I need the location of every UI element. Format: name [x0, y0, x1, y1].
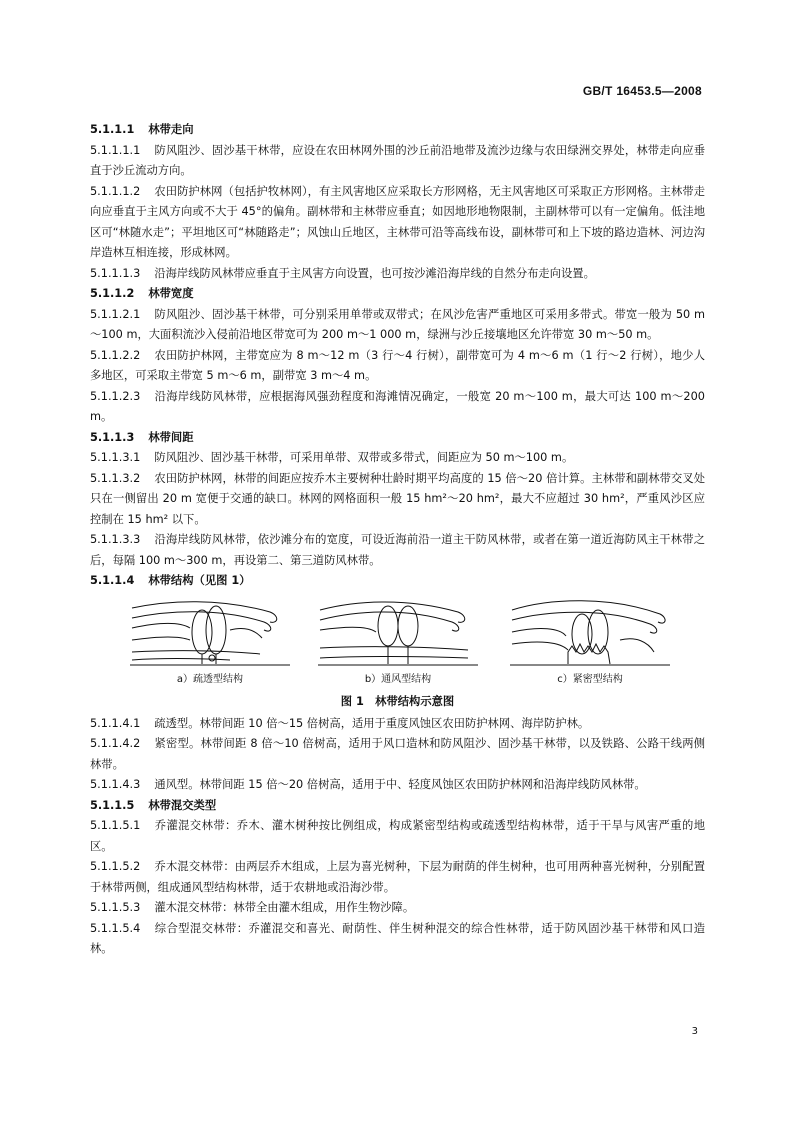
- clause-text: 沿海岸线防风林带应垂直于主风害方向设置，也可按沙滩沿海岸线的自然分布走向设置。: [154, 266, 595, 280]
- clause-paragraph: [90, 264, 705, 285]
- clause-number: 5.1.1.5.4: [90, 921, 141, 935]
- clause-number: 5.1.1.3: [90, 430, 135, 444]
- clause-number: 5.1.1.5.3: [90, 901, 141, 914]
- clause-paragraph: [90, 816, 705, 857]
- clause-number: 5.1.1.5: [90, 798, 135, 812]
- clause-text: 通风型。林带间距 15 倍～20 倍树高，适用于中、轻度风蚀区农田防护林网和沿海岸线防风林带。: [154, 778, 646, 791]
- clause-paragraph: [90, 469, 705, 531]
- section-heading: [90, 571, 705, 592]
- clause-text: 沿海岸线防风林带，依沙滩分布的宽度，可设近海前沿一道主干防风林带，或者在第一道近海防风主干林带之后，每隔 100 m～300 m，再设第二、第三道防风林带。: [90, 533, 705, 567]
- clause-number: 5.1.1.4.2: [90, 737, 141, 750]
- figure-panel-ventilated: [318, 596, 478, 688]
- figure-panel-label: b）通风型结构: [364, 673, 432, 685]
- clause-number: 5.1.1.1.2: [90, 184, 141, 198]
- clause-paragraph: [90, 714, 705, 735]
- clause-number: 5.1.1.2.2: [90, 348, 141, 362]
- clause-text: 紧密型。林带间距 8 倍～10 倍树高，适用于风口造林和防风阻沙、固沙基干林带，以及铁路、公路干线两侧林带。: [90, 737, 705, 771]
- section-heading: [90, 284, 705, 305]
- clause-text: 疏透型。林带间距 10 倍～15 倍树高，适用于重度风蚀区农田防护林网、海岸防护林。: [154, 716, 590, 730]
- clause-paragraph: [90, 919, 705, 960]
- section-heading: [90, 796, 705, 817]
- clause-text: 防风阻沙、固沙基干林带，可分别采用单带或双带式；在风沙危害严重地区可采用多带式。带宽一般为 50 m～100 m，大面积流沙入侵前沿地区带宽可为 200 m～1 000 m，绿洲与沙丘接壤地区允许带宽 30 m～50 m。: [90, 307, 705, 341]
- section-heading: [90, 120, 705, 141]
- clause-paragraph: [90, 775, 705, 796]
- section-block-top: [90, 120, 705, 592]
- figure-panel-label: c）紧密型结构: [557, 673, 623, 685]
- clause-paragraph: [90, 448, 705, 469]
- figure-panel-sparse: [130, 596, 290, 688]
- clause-number: 5.1.1.3.3: [90, 533, 141, 546]
- clause-paragraph: [90, 346, 705, 387]
- clause-number: 5.1.1.2.1: [90, 307, 141, 321]
- heading-text: 林带混交类型: [148, 798, 217, 812]
- clause-number: 5.1.1.2.3: [90, 389, 141, 403]
- clause-number: 5.1.1.1: [90, 123, 135, 136]
- clause-number: 5.1.1.3.2: [90, 471, 141, 485]
- clause-text: 防风阻沙、固沙基干林带，应设在农田林网外围的沙丘前沿地带及流沙边缘与农田绿洲交界处，林带走向应垂直于沙丘流动方向。: [90, 143, 705, 177]
- dense-structure-diagram: [510, 596, 670, 668]
- heading-text: 林带宽度: [148, 287, 194, 300]
- sparse-structure-diagram: [130, 596, 290, 668]
- clause-number: 5.1.1.5.2: [90, 860, 141, 873]
- clause-text: 乔灌混交林带：乔木、灌木树种按比例组成，构成紧密型结构或疏透型结构林带，适于干旱与风害严重的地区。: [90, 819, 705, 853]
- clause-paragraph: [90, 530, 705, 571]
- clause-paragraph: [90, 387, 705, 428]
- section-block-bottom: [90, 714, 705, 960]
- ventilated-structure-diagram: [318, 596, 478, 668]
- clause-paragraph: [90, 305, 705, 346]
- clause-paragraph: [90, 898, 705, 919]
- heading-text: 林带走向: [148, 123, 194, 136]
- clause-number: 5.1.1.2: [90, 287, 135, 300]
- standard-number: GB/T 16453.5—2008: [582, 84, 702, 98]
- figure-panel-dense: [510, 596, 670, 688]
- document-body: [90, 120, 705, 960]
- page-number: 3: [691, 1026, 698, 1037]
- clause-text: 农田防护林网（包括护牧林网），有主风害地区应采取长方形网格，无主风害地区可采取正方形网格。主林带走向应垂直于主风方向或不大于 45°的偏角。副林带和主林带应垂直；如因地形地物限制，主副林带可以有一定偏角。低洼地区可“林随水走”；平坦地区可“林随路走”；风蚀山丘地区，主林带可沿等高线布设，副林带可和上下坡的路边造林、河边沟岸造林互相连接，形成林网。: [90, 184, 705, 259]
- heading-text: 林带间距: [148, 430, 194, 444]
- clause-number: 5.1.1.4.1: [90, 716, 141, 730]
- clause-number: 5.1.1.5.1: [90, 819, 141, 832]
- clause-number: 5.1.1.1.1: [90, 143, 141, 157]
- clause-text: 乔木混交林带：由两层乔木组成，上层为喜光树种，下层为耐荫的伴生树种，也可用两种喜光树种，分别配置于林带两侧，组成通风型结构林带，适于农耕地或沿海沙带。: [90, 860, 705, 894]
- clause-text: 防风阻沙、固沙基干林带，可采用单带、双带或多带式，间距应为 50 m～100 m。: [154, 451, 574, 464]
- clause-number: 5.1.1.3.1: [90, 451, 141, 464]
- clause-paragraph: [90, 734, 705, 775]
- clause-text: 农田防护林网，主带宽应为 8 m～12 m（3 行～4 行树），副带宽可为 4 m～6 m（1 行～2 行树），地少人多地区，可采取主带宽 5 m～6 m，副带宽 3 m～4 m。: [90, 348, 705, 382]
- section-heading: [90, 428, 705, 449]
- clause-text: 农田防护林网，林带的间距应按乔木主要树种壮龄时期平均高度的 15 倍～20 倍计算。主林带和副林带交叉处只在一侧留出 20 m 宽便于交通的缺口。林网的网格面积一般 15 hm²～20 hm²，最大不应超过 30 hm²，严重风沙区应控制在 15 hm² 以下。: [90, 471, 705, 526]
- figure-panel-label: a）疏透型结构: [176, 673, 244, 685]
- figure-caption: 图 1 林带结构示意图: [340, 694, 455, 708]
- clause-paragraph: [90, 141, 705, 182]
- clause-paragraph: [90, 182, 705, 264]
- heading-text: 林带结构（见图 1）: [148, 574, 251, 587]
- clause-text: 综合型混交林带：乔灌混交和喜光、耐荫性、伴生树种混交的综合性林带，适于防风固沙基干林带和风口造林。: [90, 921, 705, 955]
- clause-paragraph: [90, 857, 705, 898]
- clause-number: 5.1.1.4.3: [90, 778, 141, 791]
- figure-1: [90, 596, 705, 714]
- clause-text: 灌木混交林带：林带全由灌木组成，用作生物沙障。: [154, 901, 415, 914]
- clause-text: 沿海岸线防风林带，应根据海风强劲程度和海滩情况确定，一般宽 20 m～100 m，最大可达 100 m～200 m。: [90, 389, 705, 423]
- clause-number: 5.1.1.1.3: [90, 266, 141, 280]
- clause-number: 5.1.1.4: [90, 574, 135, 587]
